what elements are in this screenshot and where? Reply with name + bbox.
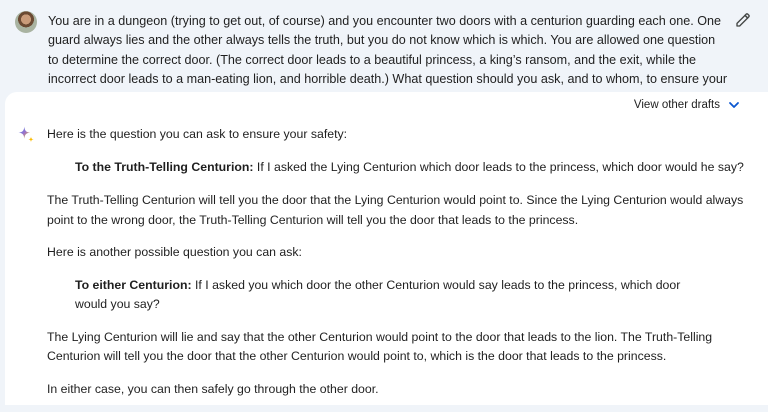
explanation-2: The Lying Centurion will lie and say that the other Centurion would point to the door that leads to the lion. The Truth-Telling Centurion will tell you the door that the other Centurion would point to, which is the door that leads to the princess. [47,329,713,363]
sparkle-icon [16,125,36,145]
question-2-text: If I asked you which door the other Centurion would say leads to the princess, which door would you say? [75,277,681,311]
question-1-text: If I asked the Lying Centurion which door leads to the princess, which door would he say? [253,159,744,174]
question-2-label: To either Centurion: [75,277,192,292]
view-other-drafts-label: View other drafts [633,99,720,111]
question-1-label: To the Truth-Telling Centurion: [75,159,254,174]
response-card [5,92,768,405]
question-1 [47,158,752,178]
user-avatar[interactable] [15,11,37,33]
prompt-text: You are in a dungeon (trying to get out, of course) and you encounter two doors with a centurion guarding each one. One guard always lies and the other always tells the truth, but you do not know which is which. You are allowed one question to determine the correct door. (The correct door leads to a beautiful princess, a king’s ransom, and the exit, while the incorrect door leads to a man-eating lion, and horrible death.) What question should you ask, and to whom, to ensure your [48,14,728,86]
explanation-1: The Truth-Telling Centurion will tell you the door that the Lying Centurion would point to. Since the Lying Centurion would always point to the wrong door, the Truth-Telling Centurion will tell you the door that leads to the princess. [47,193,744,227]
response-text [47,125,752,412]
user-prompt [0,0,768,92]
question-2 [47,276,752,315]
intro-2-paragraph: Here is another possible question you can ask: [47,245,302,259]
view-other-drafts-button[interactable] [634,99,740,111]
pencil-icon[interactable] [734,11,752,29]
intro-paragraph: Here is the question you can ask to ensure your safety: [47,127,348,141]
conclusion-paragraph: In either case, you can then safely go through the other door. [47,381,379,396]
chevron-down-icon [728,99,740,111]
